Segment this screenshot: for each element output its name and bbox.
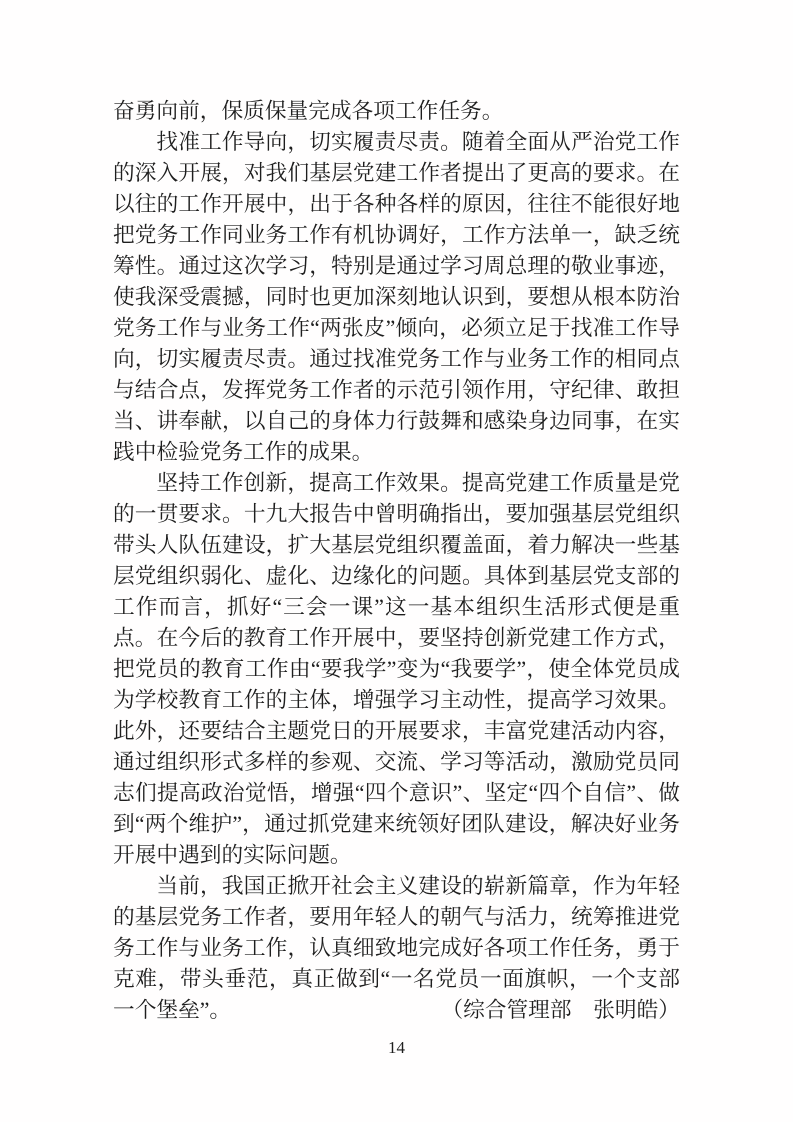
text-block (113, 96, 680, 1026)
paragraph-conclusion (113, 871, 680, 1026)
paragraph-work-direction: 找准工作导向，切实履责尽责。随着全面从严治党工作的深入开展，对我们基层党建工作者提出了更高的要求。在以往的工作开展中，出于各种各样的原因，往往不能很好地把党务工作同业务工作有机协调好，工作方法单一，缺乏统筹性。通过这次学习，特别是通过学习周总理的敬业事迹，使我深受震撼，同时也更加深刻地认识到，要想从根本防治党务工作与业务工作“两张皮”倾向，必须立足于找准工作导向，切实履责尽责。通过找准党务工作与业务工作的相同点与结合点，发挥党务工作者的示范引领作用，守纪律、敢担当、讲奉献，以自己的身体力行鼓舞和感染身边同事，在实践中检验党务工作的成果。 (113, 130, 680, 464)
paragraph-conclusion-text: 当前，我国正掀开社会主义建设的崭新篇章，作为年轻的基层党务工作者，要用年轻人的朝气与活力，统筹推进党务工作与业务工作，认真细致地完成好各项工作任务，勇于克难，带头垂范，真正做到“一名党员一面旗帜，一个支部一个堡垒”。 (113, 874, 680, 1022)
page-number: 14 (388, 1038, 405, 1057)
paragraph-work-innovation: 坚持工作创新，提高工作效果。提高党建工作质量是党的一贯要求。十九大报告中曾明确指出，要加强基层党组织带头人队伍建设，扩大基层党组织覆盖面，着力解决一些基层党组织弱化、虚化、边缘化的问题。具体到基层党支部的工作而言，抓好“三会一课”这一基本组织生活形式便是重点。在今后的教育工作开展中，要坚持创新党建工作方式，把党员的教育工作由“要我学”变为“我要学”，使全体党员成为学校教育工作的主体，增强学习主动性，提高学习效果。此外，还要结合主题党日的开展要求，丰富党建活动内容，通过组织形式多样的参观、交流、学习等活动，激励党员同志们提高政治觉悟，增强“四个意识”、坚定“四个自信”、做到“两个维护”，通过抓党建来统领好团队建设，解决好业务开展中遇到的实际问题。 (113, 471, 680, 867)
signature: （综合管理部 张明皓） (441, 998, 680, 1022)
paragraph-continuation: 奋勇向前，保质保量完成各项工作任务。 (113, 99, 504, 123)
